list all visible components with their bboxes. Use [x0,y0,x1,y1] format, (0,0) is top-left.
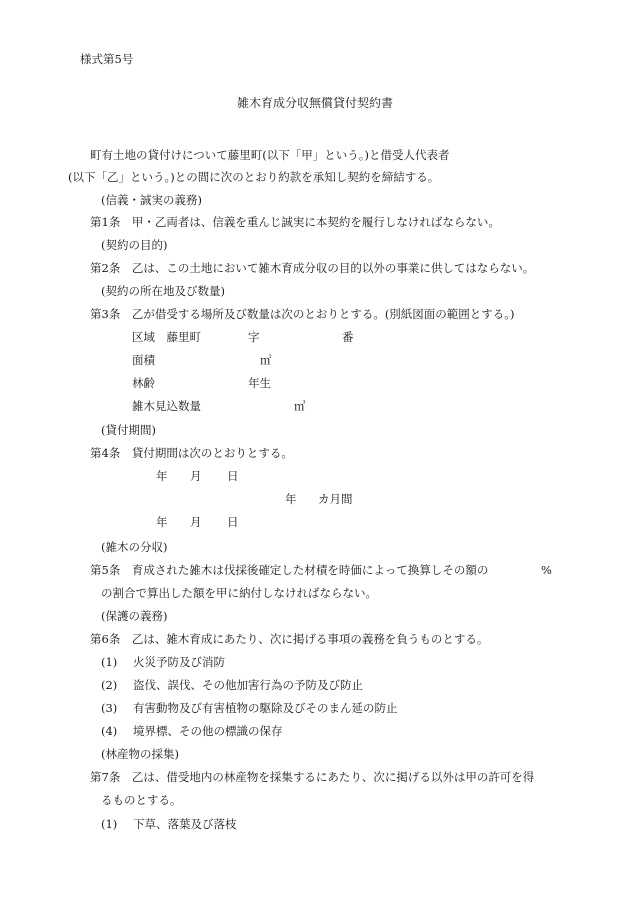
article-6-item-2-text: 盗伐、誤伐、その他加害行為の予防及び防止 [133,678,363,692]
article-1-heading: (信義・誠実の義務) [101,193,202,207]
article-5-text-1: 第5条 育成された雑木は伐採後確定した材積を時価によって換算しその額の [90,563,489,577]
article-6-item-1-text: 火災予防及び消防 [133,655,225,669]
form-number-label: 様式第5号 [80,52,134,66]
article-1-text: 第1条 甲・乙両者は、信義を重んじ誠実に本契約を履行しなければならない。 [90,215,500,229]
article-6-item-1-num: (1) [101,655,118,669]
m2-unit: ㎡ [260,353,272,367]
percent-sign: % [541,563,552,577]
period-months-label: カ月間 [318,492,353,506]
period-year-label: 年 [285,492,297,506]
document-title: 雑木育成分収無償貸付契約書 [236,96,393,110]
article-7-item-1-text: 下草、落葉及び落枝 [133,817,237,831]
intro-line-2: (以下「乙」という。)との間に次のとおり約款を承知し契約を締結する。 [68,170,440,184]
article-6-item-3-text: 有害動物及び有害植物の駆除及びそのまん延の防止 [133,701,398,715]
area-label: 区域 藤里町 [132,330,201,344]
article-6-text: 第6条 乙は、雑木育成にあたり、次に掲げる事項の義務を負うものとする。 [90,632,489,646]
article-5-heading: (雑木の分収) [101,540,168,554]
rinrei-label: 林齢 [132,376,155,390]
end-month-label: 月 [190,515,202,529]
start-day-label: 日 [227,469,239,483]
article-4-heading: (貸付期間) [101,423,156,437]
article-6-item-4-text: 境界標、その他の標識の保存 [133,724,283,738]
start-month-label: 月 [190,469,202,483]
article-3-heading: (契約の所在地及び数量) [101,284,225,298]
article-6-heading: (保護の義務) [101,609,168,623]
zouki-label: 雑木見込数量 [132,399,201,413]
article-6-item-3-num: (3) [101,701,118,715]
article-7-item-1-num: (1) [101,817,118,831]
end-year-label: 年 [156,515,168,529]
article-4-text: 第4条 貸付期間は次のとおりとする。 [90,446,293,460]
article-3-text: 第3条 乙が借受する場所及び数量は次のとおりとする。(別紙図面の範囲とする。) [90,307,515,321]
article-7-heading: (林産物の採集) [101,747,179,761]
end-day-label: 日 [227,515,239,529]
article-7-text-1: 第7条 乙は、借受地内の林産物を採集するにあたり、次に掲げる以外は甲の許可を得 [90,770,535,784]
intro-line-1: 町有土地の貸付けについて藤里町(以下「甲」という。)と借受人代表者 [90,148,450,162]
article-5-text-2: の割合で算出した額を甲に納付しなければならない。 [101,586,377,600]
article-2-heading: (契約の目的) [101,238,168,252]
aza-label: 字 [248,330,260,344]
article-6-item-4-num: (4) [101,724,118,738]
menseki-label: 面積 [132,353,155,367]
nensei-unit: 年生 [248,376,271,390]
ban-label: 番 [342,330,354,344]
article-6-item-2-num: (2) [101,678,118,692]
m3-unit: ㎥ [294,399,306,413]
article-2-text: 第2条 乙は、この土地において雑木育成分収の目的以外の事業に供してはならない。 [90,261,535,275]
article-7-text-2: るものとする。 [101,793,182,807]
start-year-label: 年 [156,469,168,483]
